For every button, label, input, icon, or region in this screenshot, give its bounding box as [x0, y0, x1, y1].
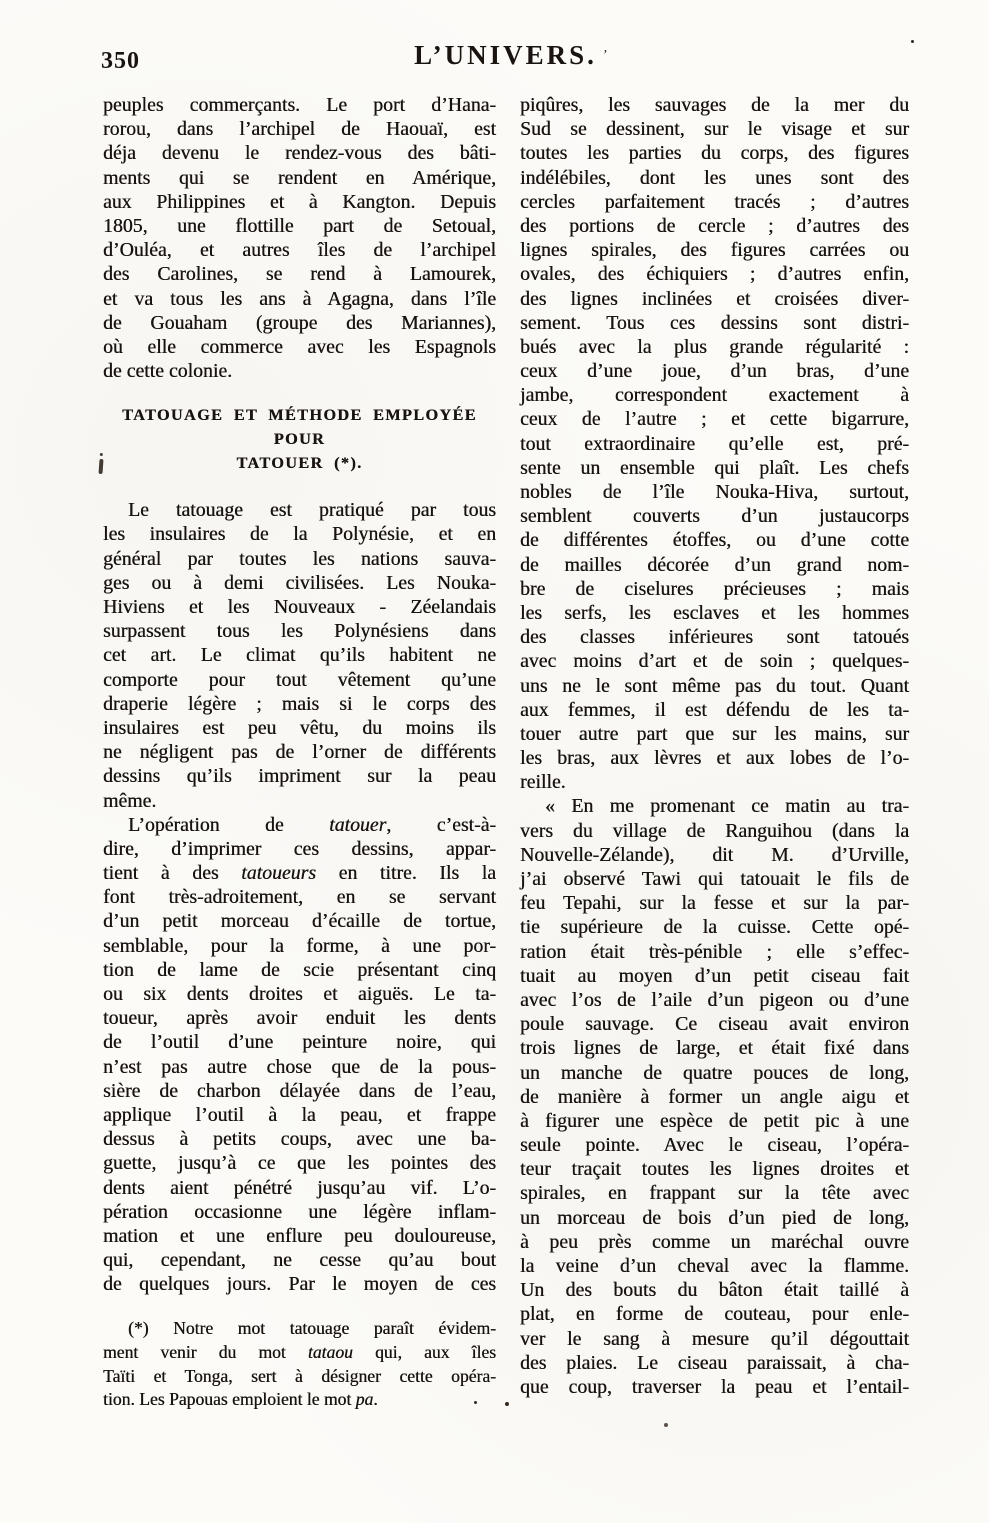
scan-speck — [664, 1423, 668, 1427]
text-line: pération occasionne une légère inflam- — [103, 1200, 496, 1223]
scan-speck — [474, 1401, 477, 1404]
text-line: des classes inférieures sont tatoués — [520, 626, 909, 649]
text-line: d’un petit morceau d’écaille de tortue, — [103, 910, 496, 933]
text-line: ou six dents droites et aiguës. Le ta- — [103, 983, 496, 1005]
text-line: la veine d’un cheval avec la flamme. — [520, 1255, 909, 1277]
text-line: seule pointe. Avec le ciseau, l’opéra- — [520, 1134, 909, 1157]
text-line: ges ou à demi civilisées. Les Nouka- — [103, 571, 496, 594]
text-line: trois lignes de large, et était fixé dans — [520, 1037, 909, 1060]
text-line: ver le sang à mesure qu’il dégouttait — [520, 1327, 909, 1350]
right-column — [520, 93, 909, 1399]
text-line: ceux de l’autre ; et cette bigarrure, — [520, 408, 909, 431]
text-segment: tion. Les Papouas emploient le mot — [103, 1389, 356, 1410]
paragraph-continuation — [103, 93, 496, 383]
text-line: un morceau de bois d’un pied de long, — [520, 1206, 909, 1229]
text-line: ration était très-pénible ; elle s’effec- — [520, 940, 909, 963]
text-line — [103, 861, 496, 885]
text-line: ments qui se rendent en Amérique, — [103, 166, 496, 189]
text-line: dessus à petits coups, avec une ba- — [103, 1128, 496, 1151]
text-line: toutes les parties du corps, des figures — [520, 142, 909, 165]
text-line — [103, 813, 496, 837]
text-line: à peu près comme un maréchal ouvre — [520, 1230, 909, 1253]
text-line: des portions de cercle ; d’autres des — [520, 214, 909, 237]
text-line: un manche de quatre pouces de long, — [520, 1061, 909, 1084]
section-heading — [103, 403, 496, 475]
section-heading-line-2: TATOUER (*). — [236, 454, 363, 473]
text-line: de quelques jours. Par le moyen de ces — [103, 1273, 496, 1296]
left-column — [103, 93, 496, 1412]
text-line: vers du village de Ranguihou (dans la — [520, 819, 909, 842]
paragraph — [103, 813, 496, 1297]
text-line: avec moins d’art et de soin ; quelques- — [520, 650, 909, 673]
text-line: des lignes inclinées et croisées diver- — [520, 287, 909, 310]
italic-text: tatoueurs — [241, 862, 316, 885]
text-line: cercles parfaitement tracés ; d’autres — [520, 190, 909, 213]
text-line: surpassent tous les Polynésiens dans — [103, 620, 496, 643]
text-line: des plaies. Le ciseau paraissait, à cha- — [520, 1351, 909, 1374]
text-line: jambe, correspondent exactement à — [520, 384, 909, 407]
text-line: de cette colonie. — [103, 360, 233, 383]
scan-speck — [505, 1402, 509, 1406]
text-line: de différentes étoffes, ou d’une cotte — [520, 529, 909, 552]
text-line: uns ne le sont même pas du tout. Quant — [520, 674, 909, 697]
text-line: de manière à former un angle aigu et — [520, 1085, 909, 1108]
text-segment: ment venir du mot — [103, 1342, 308, 1363]
page-number: 350 — [101, 48, 140, 74]
text-line: sière de charbon délayée dans de l’eau, — [103, 1079, 496, 1102]
text-line: dire, d’imprimer ces dessins, appar- — [103, 837, 496, 860]
text-segment: L’opération de — [128, 813, 330, 836]
text-line: avec l’os de l’aile d’un pigeon ou d’une — [520, 988, 909, 1011]
section-heading-line-1: TATOUAGE ET MÉTHODE EMPLOYÉE POUR — [122, 406, 477, 449]
text-line: comporte pour tout vêtement qu’une — [103, 668, 496, 691]
text-line: nobles de l’île Nouka-Hiva, surtout, — [520, 481, 909, 503]
text-line: Sud se dessinent, sur le visage et sur — [520, 118, 909, 141]
text-line: (*) Notre mot tatouage paraît évidem- — [128, 1318, 496, 1339]
text-line: « En me promenant ce matin au tra- — [545, 795, 909, 818]
text-line: font très-adroitement, en se servant — [103, 886, 496, 909]
paragraph — [103, 498, 496, 812]
text-line: dessins qu’ils impriment sur la peau — [103, 765, 496, 788]
text-line: applique l’outil à la peau, et frappe — [103, 1103, 496, 1126]
text-line: insulaires est peu vêtu, du moins ils — [103, 716, 496, 739]
text-line: dents aient pénétré jusqu’au vif. L’o- — [103, 1176, 496, 1199]
paragraph-quote — [520, 794, 909, 1399]
text-line: n’est pas autre chose que de la pous- — [103, 1055, 496, 1078]
text-line: que coup, traverser la peau et l’entail- — [520, 1375, 909, 1398]
text-line: les bras, aux lèvres et aux lobes de l’o- — [520, 747, 909, 770]
text-line: semblent couverts d’un justaucorps — [520, 505, 909, 528]
text-line — [103, 1341, 496, 1365]
text-line: ovales, des échiquiers ; d’autres enfin, — [520, 263, 909, 286]
text-line: tion de lame de scie présentant cinq — [103, 958, 496, 981]
text-line: Taïti et Tonga, sert à désigner cette opéra- — [103, 1365, 496, 1386]
text-line: 1805, une flottille part de Setoual, — [103, 214, 496, 237]
italic-text: pa — [355, 1389, 374, 1410]
text-line: sente un ensemble qui plaît. Les chefs — [520, 456, 909, 479]
text-line: général par toutes les nations sauva- — [103, 547, 496, 570]
text-line: et va tous les ans à Agagna, dans l’île — [103, 287, 496, 310]
text-line: les serfs, les esclaves et les hommes — [520, 601, 909, 624]
text-line: qui, cependant, ne cesse qu’au bout — [103, 1249, 496, 1272]
text-segment: tient à des — [103, 862, 242, 885]
text-line: bués avec la plus grande régularité : — [520, 335, 909, 358]
text-line: cet art. Le climat qu’ils habitent ne — [103, 644, 496, 667]
text-segment: en titre. Ils la — [315, 862, 496, 885]
paragraph-continuation — [520, 93, 909, 794]
text-line: toueur, après avoir enduit les dents — [103, 1007, 496, 1030]
text-line: poule sauvage. Ce ciseau avait environ — [520, 1013, 909, 1036]
text-line: déja devenu le rendez-vous des bâti- — [103, 142, 496, 165]
text-line: guette, jusqu’à ce que les pointes des — [103, 1152, 496, 1175]
footnote — [103, 1317, 496, 1411]
text-line: piqûres, les sauvages de la mer du — [520, 94, 909, 116]
text-line: tuait au moyen d’un petit ciseau fait — [520, 964, 909, 987]
text-line: où elle commerce avec les Espagnols — [103, 335, 496, 358]
text-line: tout extraordinaire qu’elle est, pré- — [520, 432, 909, 455]
italic-text: tatouer — [329, 813, 387, 836]
text-line: tie supérieure de la cuisse. Cette opé- — [520, 916, 909, 939]
text-line: spirales, en frappant sur la tête avec — [520, 1182, 909, 1205]
text-line: de mailles décorée d’un grand nom- — [520, 553, 909, 576]
text-line: aux Philippines et à Kangton. Depuis — [103, 190, 496, 213]
text-line: des Carolines, se rend à Lamourek, — [103, 263, 496, 286]
text-line: aux femmes, il est défendu de les ta- — [520, 698, 909, 721]
text-line: à figurer une espèce de petit pic à une — [520, 1109, 909, 1132]
text-line: touer autre part que sur les mains, sur — [520, 722, 909, 745]
title-tick-mark: ’ — [603, 48, 608, 63]
text-segment: . — [373, 1389, 378, 1410]
text-line — [103, 1388, 496, 1412]
text-line: ne négligent pas de l’orner de différents — [103, 741, 496, 764]
text-line: feu Tepahi, sur la fesse et sur la par- — [520, 892, 909, 915]
text-line: même. — [103, 789, 157, 812]
text-line: Hiviens et les Nouveaux - Zéelandais — [103, 596, 496, 618]
running-title: L’UNIVERS. — [414, 40, 597, 70]
text-line: plat, en forme de couteau, pour enle- — [520, 1303, 909, 1326]
text-line: de Gouaham (groupe des Mariannes), — [103, 311, 496, 334]
text-line: j’ai observé Tawi qui tatouait le fils de — [520, 868, 909, 890]
text-line: bre de ciselures précieuses ; mais — [520, 577, 909, 600]
text-line: Le tatouage est pratiqué par tous — [128, 499, 496, 522]
scan-speck — [911, 40, 914, 43]
text-line: Un des bouts du bâton était taillé à — [520, 1279, 909, 1302]
text-line: de l’outil d’une peinture noire, qui — [103, 1031, 496, 1054]
text-line: rorou, dans l’archipel de Haouaï, est — [103, 118, 496, 141]
text-line: sement. Tous ces dessins sont distri- — [520, 311, 909, 334]
text-line: mation et une enflure peu douloureuse, — [103, 1224, 496, 1247]
text-line: ceux d’une joue, d’un bras, d’une — [520, 360, 909, 383]
text-line: draperie légère ; mais si le corps des — [103, 692, 496, 715]
text-line: semblable, pour la forme, à une por- — [103, 934, 496, 957]
text-segment: qui, aux îles — [352, 1342, 496, 1363]
text-line: d’Ouléa, et autres îles de l’archipel — [103, 239, 496, 262]
text-line: les insulaires de la Polynésie, et en — [103, 523, 496, 546]
text-line: Nouvelle-Zélande), dit M. d’Urville, — [520, 843, 909, 866]
text-line: indélébiles, dont les unes sont des — [520, 166, 909, 189]
text-line: lignes spirales, des figures carrées ou — [520, 239, 909, 262]
text-line: peuples commerçants. Le port d’Hana- — [103, 94, 496, 116]
text-segment: , c’est-à- — [386, 813, 496, 836]
text-line: reille. — [520, 771, 566, 794]
italic-text: tataou — [307, 1342, 353, 1363]
text-line: teur traçait toutes les lignes droites et — [520, 1158, 909, 1181]
